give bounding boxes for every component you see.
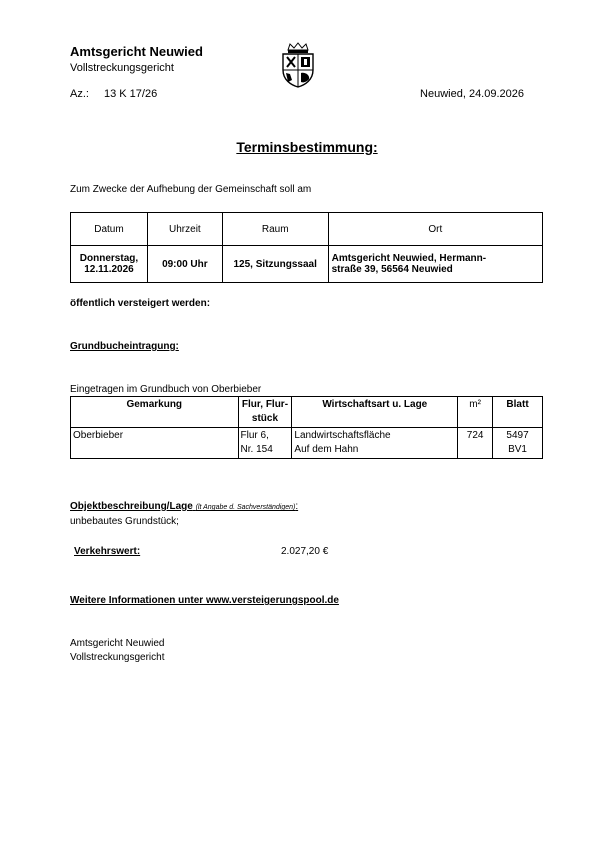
land-register-heading: Grundbucheintragung: — [70, 341, 179, 352]
footer-court-name: Amtsgericht Neuwied — [70, 638, 165, 649]
document-date: Neuwied, 24.09.2026 — [420, 88, 524, 100]
cell-blatt — [493, 428, 543, 459]
land-register-intro: Eingetragen im Grundbuch von Oberbieber — [70, 384, 262, 395]
cell-raum: 125, Sitzungssaal — [222, 246, 328, 283]
header-raum: Raum — [222, 213, 328, 246]
cell-ort — [328, 246, 542, 283]
header-flur-line-2: stück — [251, 413, 279, 424]
state-coat-of-arms-icon — [280, 42, 316, 88]
header-datum: Datum — [71, 213, 148, 246]
flur-line-2: Nr. 154 — [240, 444, 273, 455]
document-title: Terminsbestimmung: — [236, 139, 378, 155]
wirtschaftsart-line-2: Auf dem Hahn — [294, 444, 359, 455]
header-qm: m² — [458, 397, 493, 428]
header-flur-line-1: Flur, Flur- — [241, 399, 289, 410]
case-number: 13 K 17/26 — [104, 88, 158, 100]
table-row — [71, 428, 543, 459]
footer-court-department: Vollstreckungsgericht — [70, 652, 165, 663]
intro-text: Zum Zwecke der Aufhebung der Gemeinschaft soll am — [70, 184, 312, 195]
land-register-header — [71, 397, 543, 428]
court-department: Vollstreckungsgericht — [70, 62, 174, 74]
blatt-line-1: 5497 — [506, 430, 529, 441]
wirtschaftsart-line-1: Landwirtschaftsfläche — [294, 430, 391, 441]
blatt-line-2: BV1 — [508, 444, 527, 455]
header-ort: Ort — [328, 213, 542, 246]
header-uhrzeit: Uhrzeit — [147, 213, 222, 246]
cell-gemarkung: Oberbieber — [71, 428, 239, 459]
object-heading-colon: : — [295, 501, 299, 512]
cell-flur — [238, 428, 292, 459]
object-heading-text: Objektbeschreibung/Lage — [70, 501, 193, 512]
header-wirtschaftsart: Wirtschaftsart u. Lage — [292, 397, 458, 428]
header-flur — [238, 397, 292, 428]
market-value: 2.027,20 € — [281, 546, 329, 557]
header-blatt: Blatt — [493, 397, 543, 428]
cell-datum — [71, 246, 148, 283]
cell-wirtschaftsart — [292, 428, 458, 459]
datum-weekday: Donnerstag, — [79, 253, 139, 264]
land-register-table — [70, 396, 543, 459]
cell-qm: 724 — [458, 428, 493, 459]
ort-line-2: straße 39, 56564 Neuwied — [331, 264, 453, 275]
case-number-label: Az.: — [70, 88, 89, 100]
market-value-label: Verkehrswert: — [74, 546, 141, 557]
flur-line-1: Flur 6, — [240, 430, 269, 441]
more-info-link[interactable]: Weitere Informationen unter www.versteigerungspool.de — [70, 595, 339, 606]
object-description: unbebautes Grundstück; — [70, 516, 179, 527]
object-heading-note: (lt Angabe d. Sachverständigen) — [195, 504, 296, 511]
appointment-row — [71, 246, 543, 283]
court-name: Amtsgericht Neuwied — [70, 44, 203, 59]
datum-date: 12.11.2026 — [84, 264, 134, 275]
object-description-heading — [70, 501, 298, 512]
header-gemarkung: Gemarkung — [71, 397, 239, 428]
auction-statement: öffentlich versteigert werden: — [70, 298, 211, 309]
ort-line-1: Amtsgericht Neuwied, Hermann- — [331, 253, 487, 264]
appointment-table-header — [71, 213, 543, 246]
cell-uhrzeit: 09:00 Uhr — [147, 246, 222, 283]
appointment-table — [70, 212, 543, 283]
